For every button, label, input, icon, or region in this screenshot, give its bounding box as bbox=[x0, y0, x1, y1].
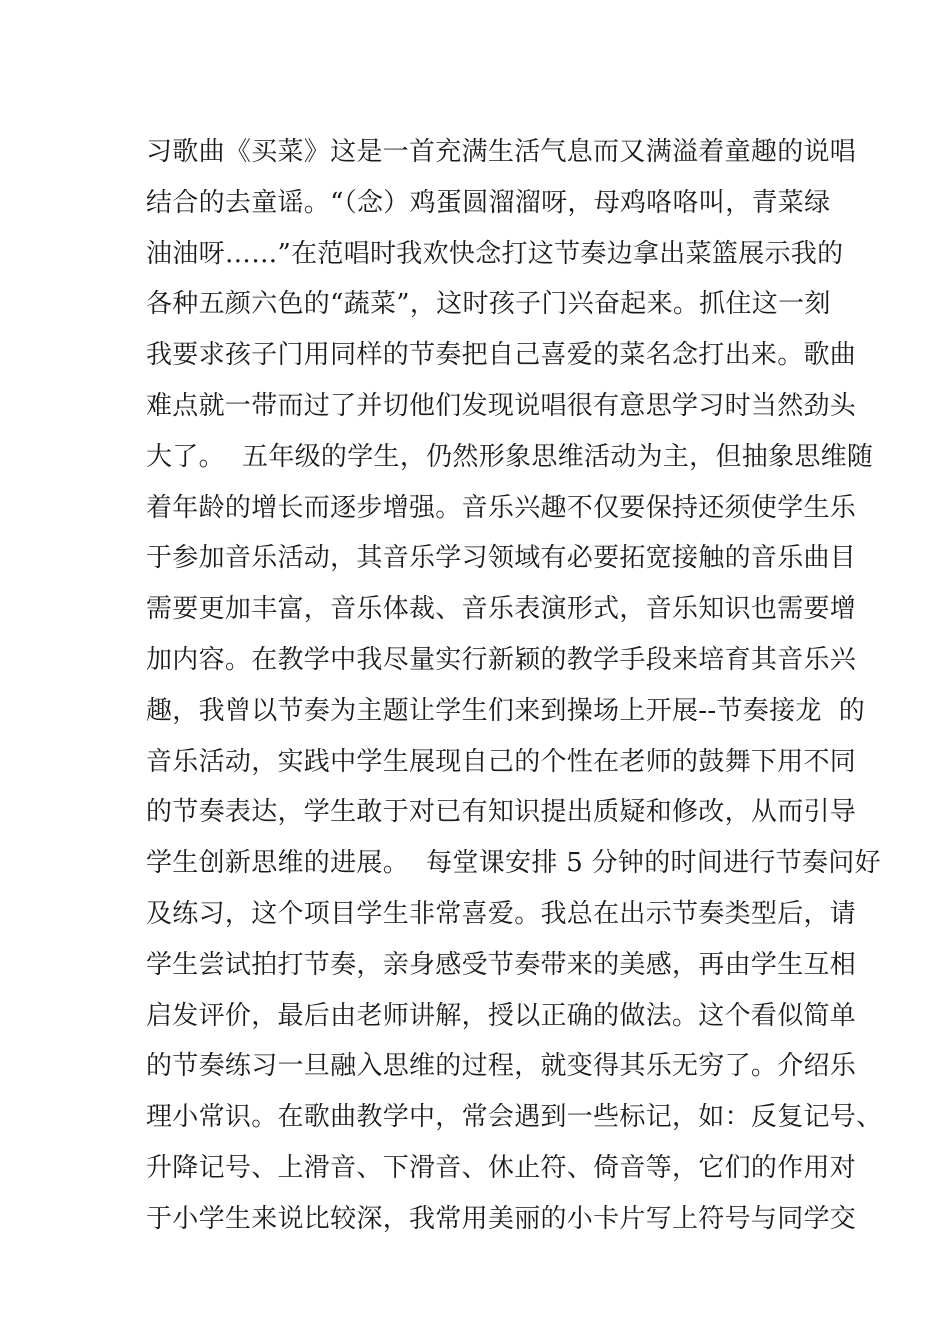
text-line: 难点就一带而过了并切他们发现说唱很有意思学习时当然劲头 bbox=[146, 390, 857, 421]
text-line: 及练习，这个项目学生非常喜爱。我总在出示节奏类型后，请 bbox=[146, 898, 857, 929]
text-line: 习歌曲《买菜》这是一首充满生活气息而又满溢着童趣的说唱 bbox=[146, 137, 857, 167]
text-line: 加内容。在教学中我尽量实行新颖的教学手段来培育其音乐兴 bbox=[146, 644, 857, 675]
text-line: 于参加音乐活动，其音乐学习领域有必要拓宽接触的音乐曲目 bbox=[146, 543, 857, 574]
text-line: 升降记号、上滑音、下滑音、休止符、倚音等，它们的作用对 bbox=[146, 1152, 857, 1183]
text-line: 各种五颜六色的“蔬菜”，这时孩子门兴奋起来。抓住这一刻 bbox=[146, 289, 831, 320]
text-line: 结合的去童谣。“（念）鸡蛋圆溜溜呀，母鸡咯咯叫，青菜绿 bbox=[146, 187, 831, 218]
text-line: 的节奏练习一旦融入思维的过程，就变得其乐无穷了。介绍乐 bbox=[146, 1051, 857, 1082]
text-line: 油油呀……”在范唱时我欢快念打这节奏边拿出菜篮展示我的 bbox=[146, 238, 844, 269]
body-text bbox=[146, 127, 883, 1245]
text-line: 启发评价，最后由老师讲解，授以正确的做法。这个看似简单 bbox=[146, 1000, 857, 1031]
text-line: 大了。 五年级的学生，仍然形象思维活动为主，但抽象思维随 bbox=[146, 441, 874, 472]
text-line: 趣，我曾以节奏为主题让学生们来到操场上开展--节奏接龙 的 bbox=[146, 695, 866, 726]
text-line: 我要求孩子门用同样的节奏把自己喜爱的菜名念打出来。歌曲 bbox=[146, 340, 857, 371]
text-line: 需要更加丰富，音乐体裁、音乐表演形式，音乐知识也需要增 bbox=[146, 594, 857, 625]
text-line: 于小学生来说比较深，我常用美丽的小卡片写上符号与同学交 bbox=[146, 1203, 857, 1234]
text-line: 着年龄的增长而逐步增强。音乐兴趣不仅要保持还须使学生乐 bbox=[146, 492, 857, 523]
text-line: 音乐活动，实践中学生展现自己的个性在老师的鼓舞下用不同 bbox=[146, 746, 857, 777]
text-line: 理小常识。在歌曲教学中，常会遇到一些标记，如：反复记号、 bbox=[146, 1102, 883, 1133]
text-line: 的节奏表达，学生敢于对已有知识提出质疑和修改，从而引导 bbox=[146, 797, 857, 828]
text-line: 学生创新思维的进展。 每堂课安排 5 分钟的时间进行节奏问好 bbox=[146, 848, 881, 879]
text-line: 学生尝试拍打节奏，亲身感受节奏带来的美感，再由学生互相 bbox=[146, 949, 857, 980]
